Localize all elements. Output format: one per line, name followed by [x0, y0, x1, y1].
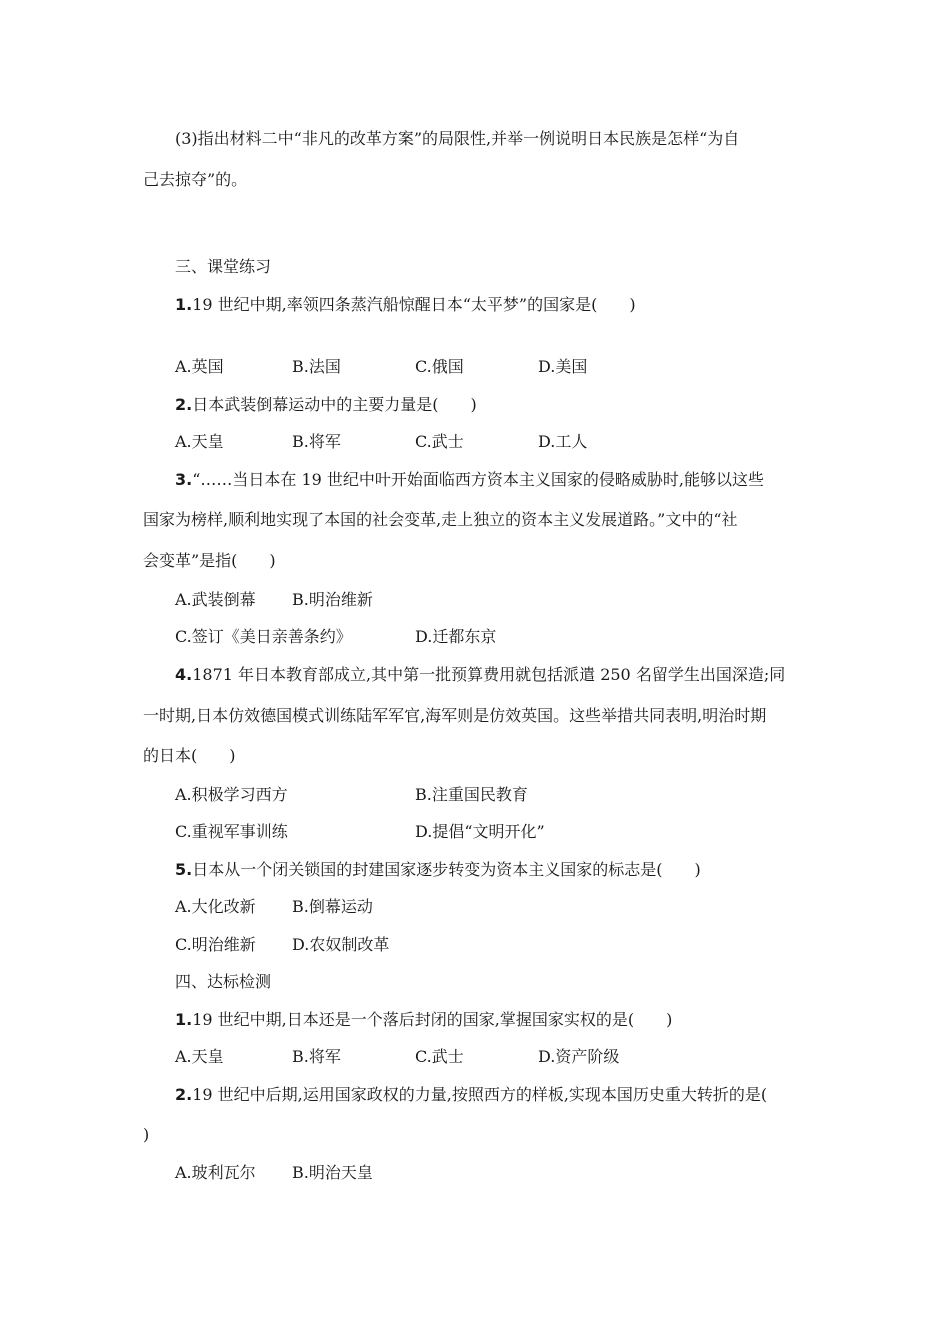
s4-q2-stem-line1	[175, 1085, 767, 1105]
s3-q2-option-b: B.将军	[292, 432, 341, 451]
s3-q1-option-c: C.俄国	[415, 357, 464, 376]
intro-q3-line2: 己去掠夺”的。	[143, 170, 248, 189]
s3-q4-line2: 一时期,日本仿效德国模式训练陆军军官,海军则是仿效英国。这些举措共同表明,明治时期	[143, 706, 767, 725]
s3-q4-option-d: D.提倡“文明开化”	[415, 822, 545, 841]
intro-q3-line1: (3)指出材料二中“非凡的改革方案”的局限性,并举一例说明日本民族是怎样“为自	[175, 129, 740, 148]
section3-title: 三、课堂练习	[175, 257, 272, 276]
s3-q2-text: 日本武装倒幕运动中的主要力量是( )	[192, 395, 477, 414]
s4-q1-number: 1.	[175, 1010, 193, 1029]
s3-q1-stem	[175, 295, 636, 315]
s3-q3-option-b: B.明治维新	[292, 590, 373, 609]
s3-q1-text: 19 世纪中期,率领四条蒸汽船惊醒日本“太平梦”的国家是( )	[192, 295, 636, 314]
s4-q1-option-a: A.天皇	[175, 1047, 224, 1066]
s3-q3-option-d: D.迁都东京	[415, 627, 497, 646]
section4-title: 四、达标检测	[175, 972, 272, 991]
s4-q2-number: 2.	[175, 1085, 193, 1104]
s4-q1-text: 19 世纪中期,日本还是一个落后封闭的国家,掌握国家实权的是( )	[192, 1010, 673, 1029]
s4-q2-line2: )	[143, 1125, 150, 1144]
s3-q3-line3: 会变革”是指( )	[143, 551, 276, 570]
s3-q5-option-c: C.明治维新	[175, 935, 256, 954]
s3-q2-option-d: D.工人	[538, 432, 588, 451]
s3-q4-option-a: A.积极学习西方	[175, 785, 288, 804]
s3-q4-line1: 1871 年日本教育部成立,其中第一批预算费用就包括派遣 250 名留学生出国深造;同	[192, 665, 786, 684]
s3-q5-option-b: B.倒幕运动	[292, 897, 373, 916]
s3-q3-line2: 国家为榜样,顺利地实现了本国的社会变革,走上独立的资本主义发展道路。”文中的“社	[143, 510, 738, 529]
s4-q2-option-a: A.玻利瓦尔	[175, 1163, 256, 1182]
s3-q5-text: 日本从一个闭关锁国的封建国家逐步转变为资本主义国家的标志是( )	[192, 860, 701, 879]
s3-q5-stem	[175, 860, 701, 880]
s4-q1-option-c: C.武士	[415, 1047, 464, 1066]
s4-q1-stem	[175, 1010, 672, 1030]
s3-q4-line3: 的日本( )	[143, 746, 236, 765]
s3-q4-option-b: B.注重国民教育	[415, 785, 528, 804]
s3-q3-option-c: C.签订《美日亲善条约》	[175, 627, 352, 646]
s4-q2-line1: 19 世纪中后期,运用国家政权的力量,按照西方的样板,实现本国历史重大转折的是(	[192, 1085, 768, 1104]
s3-q1-option-b: B.法国	[292, 357, 341, 376]
s3-q4-option-c: C.重视军事训练	[175, 822, 288, 841]
s3-q5-option-d: D.农奴制改革	[292, 935, 390, 954]
s3-q1-number: 1.	[175, 295, 193, 314]
s3-q4-stem-line1	[175, 665, 785, 685]
s4-q1-option-b: B.将军	[292, 1047, 341, 1066]
s3-q2-option-a: A.天皇	[175, 432, 224, 451]
s3-q3-line1: “……当日本在 19 世纪中叶开始面临西方资本主义国家的侵略威胁时,能够以这些	[192, 470, 765, 489]
s3-q1-option-a: A.英国	[175, 357, 224, 376]
s4-q2-option-b: B.明治天皇	[292, 1163, 373, 1182]
s3-q2-stem	[175, 395, 477, 415]
s3-q4-number: 4.	[175, 665, 193, 684]
s3-q3-option-a: A.武装倒幕	[175, 590, 256, 609]
s3-q3-stem-line1	[175, 470, 764, 490]
s3-q5-option-a: A.大化改新	[175, 897, 256, 916]
s4-q1-option-d: D.资产阶级	[538, 1047, 620, 1066]
s3-q1-option-d: D.美国	[538, 357, 588, 376]
s3-q5-number: 5.	[175, 860, 193, 879]
s3-q2-number: 2.	[175, 395, 193, 414]
s3-q3-number: 3.	[175, 470, 193, 489]
s3-q2-option-c: C.武士	[415, 432, 464, 451]
